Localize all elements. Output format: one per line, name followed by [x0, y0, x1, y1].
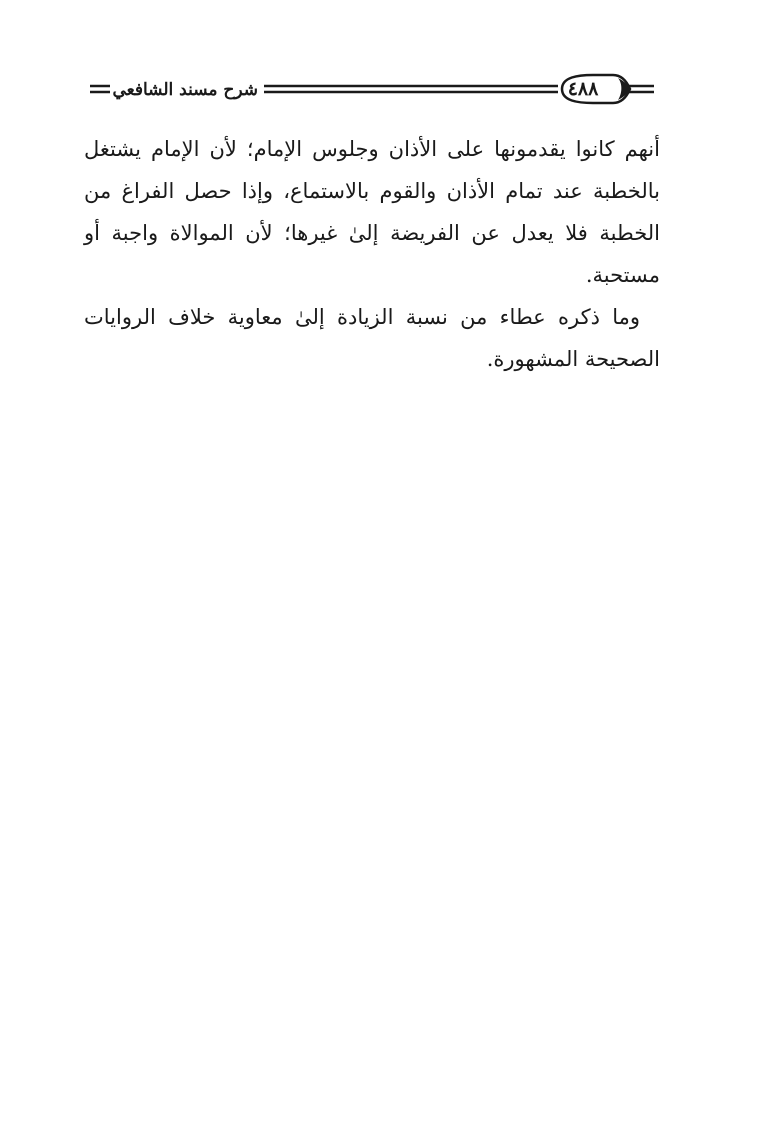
main-text: [84, 128, 660, 380]
page-header: [88, 72, 656, 108]
paragraph: أنهم كانوا يقدمونها على الأذان وجلوس الإمام؛ لأن الإمام يشتغل بالخطبة عند تمام الأذان والقوم بالاستماع، وإذا حصل الفراغ من الخطبة فلا يعدل عن الفريضة إلىٰ غيرها؛ لأن الموالاة واجبة أو مستحبة.: [84, 137, 660, 287]
running-title: شرح مسند الشافعي: [118, 77, 258, 103]
page-number: ٤٨٨: [567, 78, 599, 100]
paragraph: وما ذكره عطاء من نسبة الزيادة إلىٰ معاوية خلاف الروايات الصحيحة المشهورة.: [84, 305, 660, 371]
